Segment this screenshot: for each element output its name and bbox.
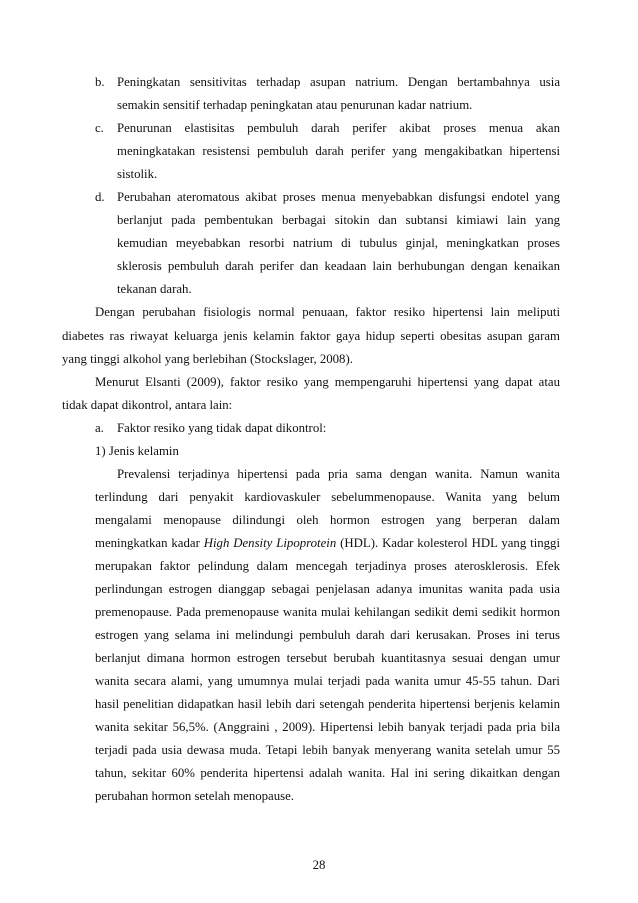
paragraph-line: Prevalensi terjadinya hipertensi pada pria sama dengan wanita. Namun wanita <box>117 466 560 481</box>
list-marker: b. <box>95 75 105 89</box>
page-body <box>0 71 638 809</box>
page-number: 28 <box>312 858 326 872</box>
paragraph-line: premenopause. Pada premenopause wanita mulai kehilangan sedikit demi sedikit hormon <box>95 605 560 620</box>
subheading: 1) Jenis kelamin <box>95 443 179 458</box>
list-item-line <box>95 417 560 440</box>
list-item-line: sistolik. <box>117 167 158 182</box>
italic-term: High Density Lipoprotein <box>203 535 337 550</box>
paragraph-line: tidak dapat dikontrol, antara lain: <box>62 397 233 412</box>
list-item-text: Faktor resiko yang tidak dapat dikontrol: <box>117 420 327 435</box>
list-item-line <box>95 117 560 140</box>
paragraph-line: wanita sekitar 56,5%. (Anggraini , 2009). Hipertensi lebih banyak terjadi pada pria bila <box>95 720 560 735</box>
paragraph-line: Dengan perubahan fisiologis normal penuaan, faktor resiko hipertensi lain meliputi <box>95 305 560 320</box>
paragraph-line: perlindungan estrogen dianggap sebagai penjelasan adanya imunitas wanita pada usia <box>95 582 560 597</box>
paragraph-line: Menurut Elsanti (2009), faktor resiko yang mempengaruhi hipertensi yang dapat atau <box>95 374 560 389</box>
list-item-line: semakin sensitif terhadap peningkatan atau penurunan kadar natrium. <box>117 98 473 113</box>
paragraph-line: tahun, sekitar 60% penderita hipertensi adalah wanita. Hal ini sering dikaitkan dengan <box>95 766 560 781</box>
paragraph <box>0 371 638 417</box>
paragraph-line <box>95 532 560 555</box>
paragraph <box>0 301 638 370</box>
list-item-line: meningkatakan resistensi pembuluh darah perifer yang mengakibatkan hipertensi <box>117 144 560 159</box>
paragraph-line: perubahan hormon setelah menopause. <box>95 789 294 804</box>
paragraph-line: berlanjut dimana hormon estrogen tersebut berubah kuantitasnya sesuai dengan umur <box>95 651 560 666</box>
line-segment: (HDL). Kadar kolesterol HDL yang tinggi <box>336 535 560 550</box>
list-item-line <box>95 71 560 94</box>
paragraph-line: terlindung dari penyakit kardiovaskuler sebelummenopause. Wanita yang belum <box>95 489 560 504</box>
list-item-text: Penurunan elastisitas pembuluh darah perifer akibat proses menua akan <box>117 121 560 136</box>
paragraph-line: merupakan faktor pelindung dalam mencegah terjadinya proses aterosklerosis. Efek <box>95 558 560 573</box>
list-marker: d. <box>95 190 105 205</box>
paragraph-line: mengalami menopause dilindungi oleh hormon estrogen yang berperan dalam <box>95 512 560 527</box>
paragraph-line: diabetes ras riwayat keluarga jenis kelamin faktor gaya hidup seperti obesitas asupan garam <box>62 328 560 343</box>
paragraph-line: estrogen yang selama ini melindungi pembuluh darah dari kerusakan. Proses ini terus <box>95 628 560 643</box>
paragraph-line: terjadi pada usia dewasa muda. Tetapi lebih banyak menyerang wanita setelah umur 55 <box>95 743 560 758</box>
list-item-d <box>0 186 638 301</box>
line-segment: meningkatkan kadar <box>95 535 204 550</box>
paragraph-line: hasil penelitian didapatkan hasil lebih dari setengah penderita hipertensi berjenis kelamin <box>95 697 560 712</box>
list-item-a <box>0 417 638 440</box>
paragraph-line: wanita secara alami, yang umumnya mulai terjadi pada wanita umur 45-55 tahun. Dari <box>95 674 560 689</box>
list-item-text: Perubahan ateromatous akibat proses menua menyebabkan disfungsi endotel yang <box>117 190 560 205</box>
paragraph-jenis-kelamin <box>0 463 638 809</box>
paragraph-line: yang tinggi alkohol yang berlebihan (Stockslager, 2008). <box>62 351 353 366</box>
list-marker: c. <box>95 121 104 136</box>
list-item-line: kemudian meyebabkan resorbi natrium di tubulus ginjal, meningkatkan proses <box>117 236 560 251</box>
list-marker: a. <box>95 420 104 435</box>
list-item-line: tekanan darah. <box>117 282 192 297</box>
list-item-line: sklerosis pembuluh darah perifer dan keadaan lain berhubungan dengan kenaikan <box>117 259 560 274</box>
list-item-line <box>95 186 560 209</box>
list-item-b <box>0 71 638 117</box>
list-item-line: berlanjut pada pembentukan berbagai sitokin dan subtansi kimiawi lain yang <box>117 213 560 228</box>
list-item-c <box>0 117 638 186</box>
list-item-text: Peningkatan sensitivitas terhadap asupan natrium. Dengan bertambahnya usia <box>117 75 560 89</box>
